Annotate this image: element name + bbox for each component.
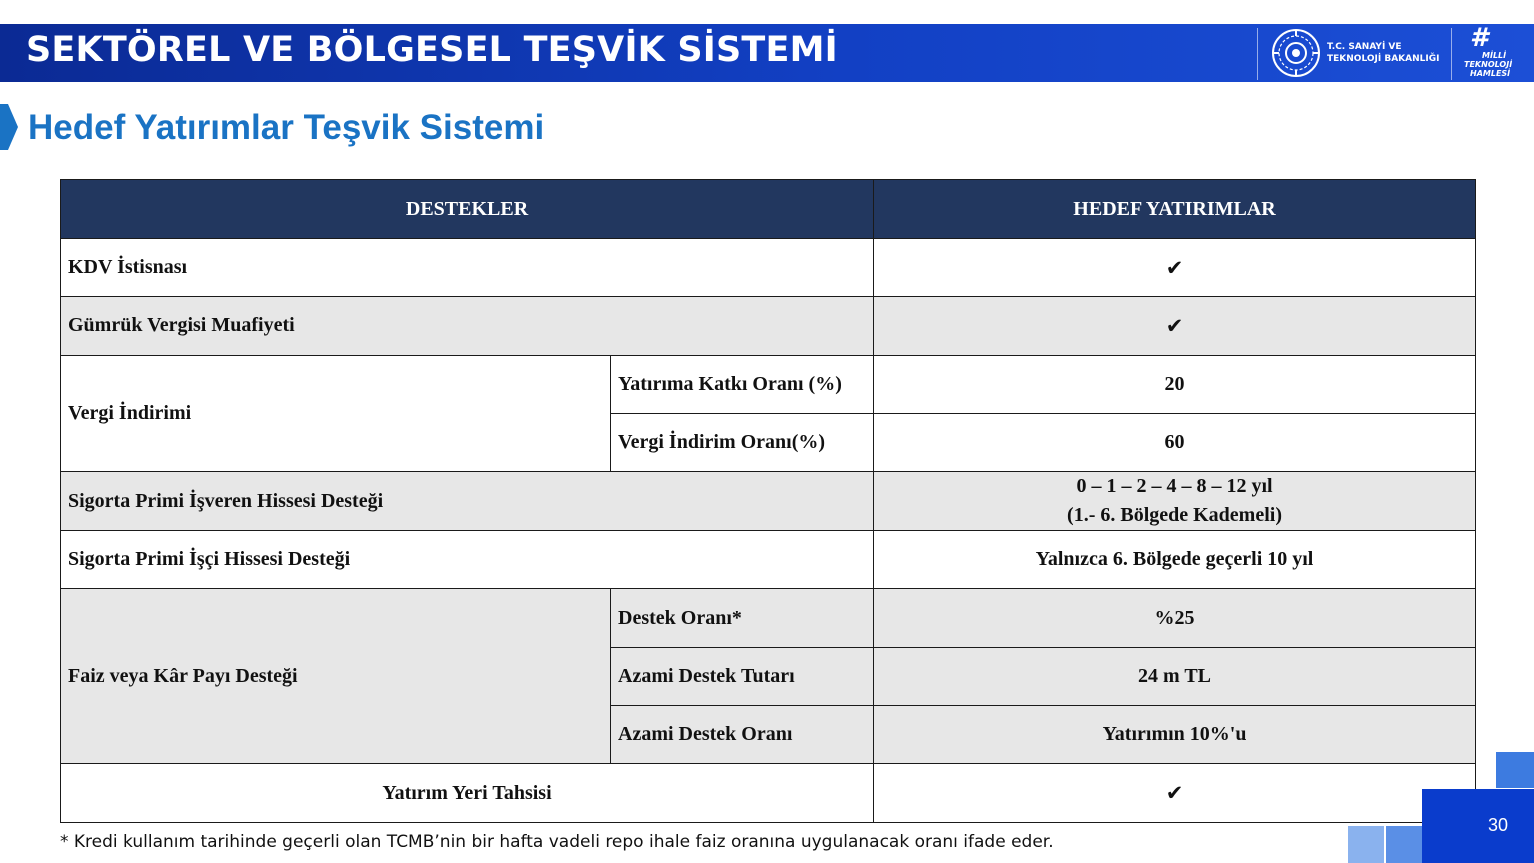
table-row: [61, 764, 1476, 822]
sub-label-indirim: Vergi İndirim Oranı(%): [611, 413, 874, 471]
ministry-name-line1: T.C. SANAYİ VE: [1327, 42, 1402, 52]
decorative-square: [1386, 826, 1422, 863]
header-divider: [1451, 28, 1452, 80]
row-label-gumruk: Gümrük Vergisi Muafiyeti: [61, 297, 874, 355]
hash-icon: #: [1470, 23, 1489, 53]
value-azami-oran: Yatırımın 10%'u: [874, 706, 1476, 764]
page-number: 30: [1487, 815, 1509, 835]
value-destek-orani: %25: [874, 589, 1476, 647]
header-divider: [1257, 28, 1258, 80]
sub-label-azami-oran: Azami Destek Oranı: [611, 706, 874, 764]
page-header-title: SEKTÖREL VE BÖLGESEL TEŞVİK SİSTEMİ: [26, 30, 838, 70]
row-label-kdv: KDV İstisnası: [61, 239, 874, 297]
decorative-square: [1496, 752, 1534, 788]
table-row: [61, 239, 1476, 297]
milli-teknoloji-hamlesi-logo: [1462, 23, 1522, 79]
incentive-table: [60, 179, 1476, 823]
table-row: [61, 297, 1476, 355]
footnote: * Kredi kullanım tarihinde geçerli olan TCMB’nin bir hafta vadeli repo ihale faiz oranına uygulanacak oranı ifade eder.: [60, 832, 1054, 852]
value-katki: 20: [874, 355, 1476, 413]
value-indirim: 60: [874, 413, 1476, 471]
sub-label-destek-orani: Destek Oranı*: [611, 589, 874, 647]
check-icon: ✔: [874, 239, 1476, 297]
check-icon: ✔: [874, 764, 1476, 822]
header-bar: [0, 24, 1534, 82]
row-label-vergi: Vergi İndirimi: [61, 355, 611, 472]
section-arrow-icon: [0, 104, 20, 150]
row-label-faiz: Faiz veya Kâr Payı Desteği: [61, 589, 611, 764]
column-header-target: HEDEF YATIRIMLAR: [874, 180, 1476, 239]
value-sigorta-isveren: [874, 472, 1476, 531]
value-sigorta-isveren-line2: (1.- 6. Bölgede Kademeli): [1067, 504, 1282, 527]
row-label-sigorta-isveren: Sigorta Primi İşveren Hissesi Desteği: [61, 472, 874, 531]
sub-label-azami-tutar: Azami Destek Tutarı: [611, 647, 874, 705]
table-row: [61, 472, 1476, 531]
value-azami-tutar: 24 m TL: [874, 647, 1476, 705]
row-label-sigorta-isci: Sigorta Primi İşçi Hissesi Desteği: [61, 531, 874, 589]
column-header-supports: DESTEKLER: [61, 180, 874, 239]
campaign-line1: MİLLİ: [1482, 51, 1507, 60]
table-row: [61, 589, 1476, 647]
value-sigorta-isci: Yalnızca 6. Bölgede geçerli 10 yıl: [874, 531, 1476, 589]
row-label-yer-tahsisi: Yatırım Yeri Tahsisi: [61, 764, 874, 822]
check-icon: ✔: [874, 297, 1476, 355]
table-row: [61, 355, 1476, 413]
campaign-line3: HAMLESİ: [1470, 69, 1511, 78]
ministry-name: [1327, 41, 1439, 65]
table-row: [61, 531, 1476, 589]
ministry-emblem-icon: [1270, 27, 1322, 79]
campaign-line2: TEKNOLOJİ: [1464, 60, 1513, 69]
decorative-square: [1348, 826, 1384, 863]
ministry-name-line2: TEKNOLOJİ BAKANLIĞI: [1327, 54, 1440, 64]
table-header-row: [61, 180, 1476, 239]
campaign-words: [1464, 51, 1512, 78]
section-subtitle: Hedef Yatırımlar Teşvik Sistemi: [28, 108, 545, 147]
sub-label-katki: Yatırıma Katkı Oranı (%): [611, 355, 874, 413]
value-sigorta-isveren-line1: 0 – 1 – 2 – 4 – 8 – 12 yıl: [1076, 475, 1273, 498]
